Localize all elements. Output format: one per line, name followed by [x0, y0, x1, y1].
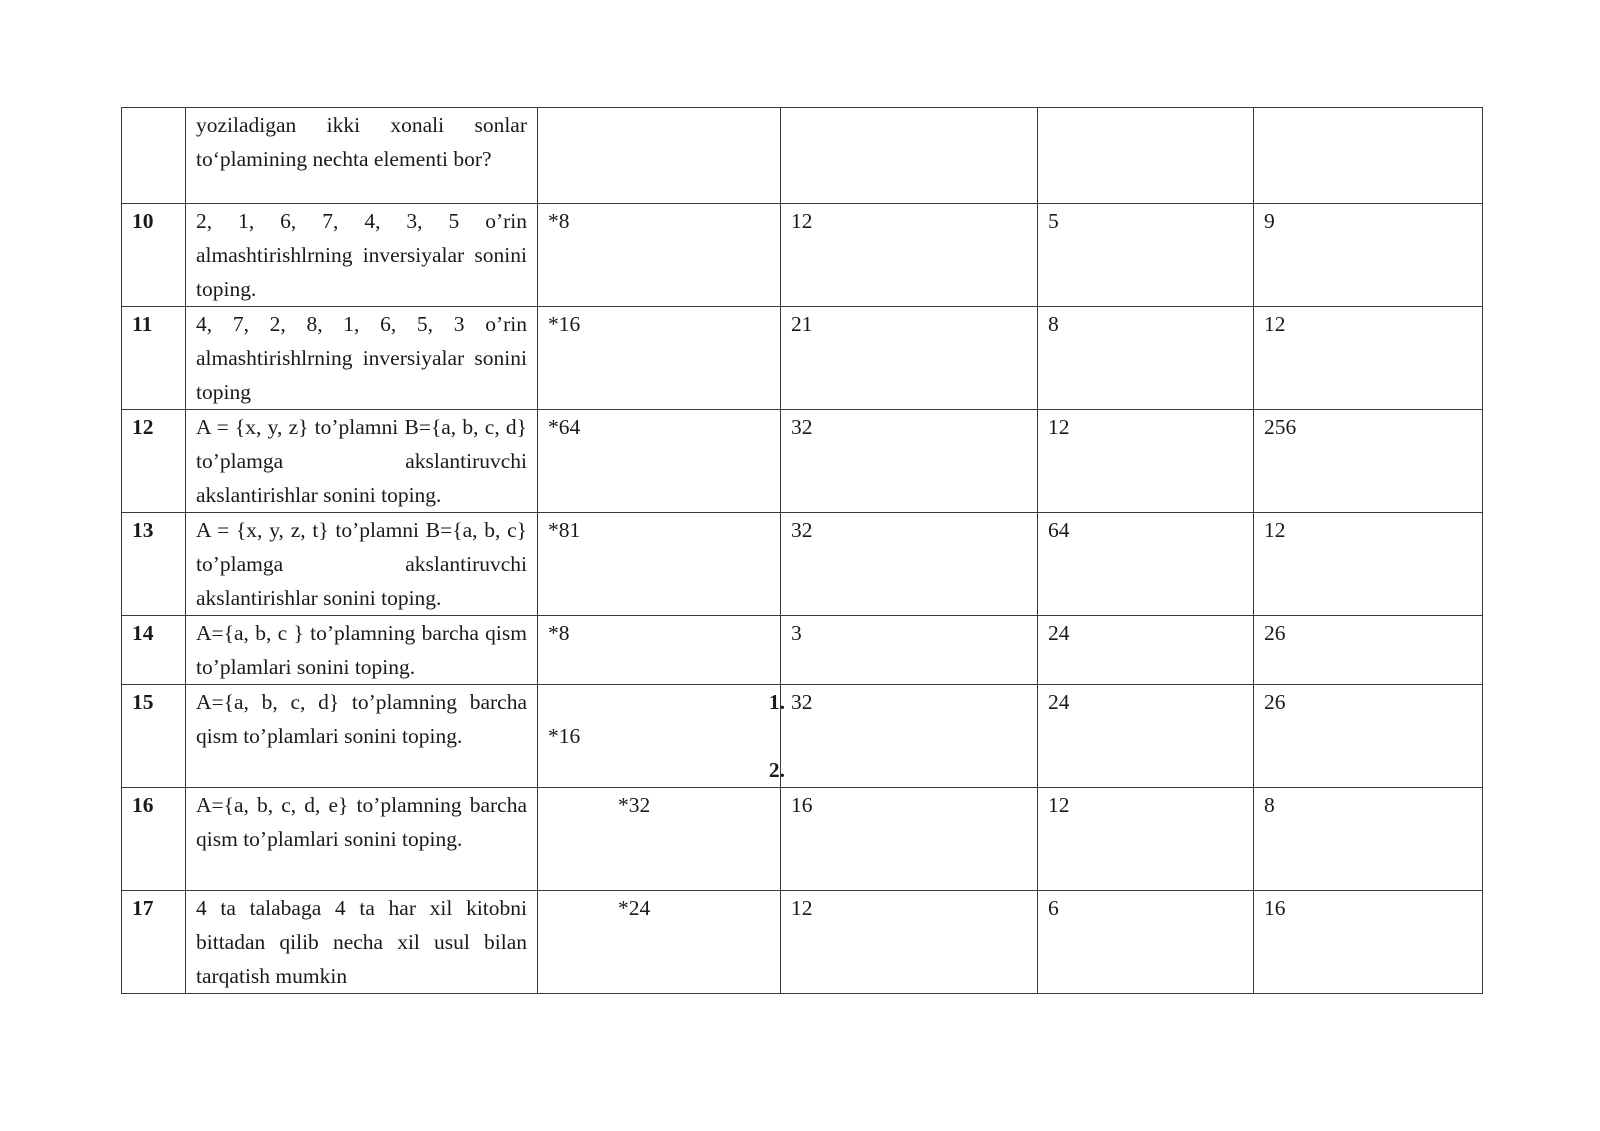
- answer-option-4: 12: [1254, 513, 1483, 616]
- table-row: [122, 685, 1483, 788]
- answer-correct: *8: [538, 616, 781, 685]
- answer-option-2: 32: [781, 685, 1038, 788]
- question-number: 15: [122, 685, 186, 788]
- answer-correct: [538, 108, 781, 204]
- answer-correct: *64: [538, 410, 781, 513]
- answer-option-4: 26: [1254, 685, 1483, 788]
- answer-correct: *32: [618, 793, 651, 817]
- answer-correct-cell: [538, 891, 781, 994]
- answer-option-3: [1038, 108, 1254, 204]
- question-text: 2, 1, 6, 7, 4, 3, 5 o’rin almashtirishlrning inversiyalar sonini toping.: [186, 204, 538, 307]
- answer-option-2: 32: [781, 513, 1038, 616]
- answer-option-2: 12: [781, 891, 1038, 994]
- answer-option-4: 26: [1254, 616, 1483, 685]
- question-text: yoziladigan ikki xonali sonlar to‘plamining nechta elementi bor?: [186, 108, 538, 204]
- question-number: 10: [122, 204, 186, 307]
- answer-option-3: 64: [1038, 513, 1254, 616]
- question-number: 14: [122, 616, 186, 685]
- answer-option-3: 12: [1038, 410, 1254, 513]
- table-row: [122, 307, 1483, 410]
- questions-table: [121, 107, 1483, 994]
- table-row: [122, 513, 1483, 616]
- table-row: [122, 410, 1483, 513]
- answer-option-3: 6: [1038, 891, 1254, 994]
- answer-option-3: 5: [1038, 204, 1254, 307]
- answer-option-2: 3: [781, 616, 1038, 685]
- question-number: 11: [122, 307, 186, 410]
- answer-correct: *24: [618, 896, 651, 920]
- table-row: [122, 616, 1483, 685]
- answer-correct: *8: [538, 204, 781, 307]
- question-text: A={a, b, c, d} to’plamning barcha qism to’plamlari sonini toping.: [186, 685, 538, 788]
- answer-option-4: 8: [1254, 788, 1483, 891]
- answer-correct: *81: [538, 513, 781, 616]
- answer-option-3: 12: [1038, 788, 1254, 891]
- answer-option-2: 12: [781, 204, 1038, 307]
- question-text: A={a, b, c } to’plamning barcha qism to’plamlari sonini toping.: [186, 616, 538, 685]
- answer-option-2: 32: [781, 410, 1038, 513]
- question-number: [122, 108, 186, 204]
- question-number: 13: [122, 513, 186, 616]
- question-text: A = {x, y, z, t} to’plamni B={a, b, c} to’plamga akslantiruvchi akslantirishlar sonini toping.: [186, 513, 538, 616]
- answer-correct-cell: [538, 788, 781, 891]
- answer-option-3: 24: [1038, 685, 1254, 788]
- question-text: A={a, b, c, d, e} to’plamning barcha qism to’plamlari sonini toping.: [186, 788, 538, 891]
- answer-option-3: 24: [1038, 616, 1254, 685]
- answer-option-4: 9: [1254, 204, 1483, 307]
- answer-option-2: 16: [781, 788, 1038, 891]
- question-text: 4, 7, 2, 8, 1, 6, 5, 3 o’rin almashtirishlrning inversiyalar sonini toping: [186, 307, 538, 410]
- answer-option-4: 256: [1254, 410, 1483, 513]
- table-row: [122, 788, 1483, 891]
- answer-option-4: [1254, 108, 1483, 204]
- table-row: [122, 204, 1483, 307]
- answer-option-2: [781, 108, 1038, 204]
- table-row: [122, 891, 1483, 994]
- list-marker-2: 2.: [768, 758, 785, 782]
- question-number: 16: [122, 788, 186, 891]
- answer-correct: *16: [548, 724, 581, 748]
- question-number: 12: [122, 410, 186, 513]
- question-text: 4 ta talabaga 4 ta har xil kitobni bittadan qilib necha xil usul bilan tarqatish mumkin: [186, 891, 538, 994]
- table-row: [122, 108, 1483, 204]
- answer-option-4: 12: [1254, 307, 1483, 410]
- question-number: 17: [122, 891, 186, 994]
- answer-option-4: 16: [1254, 891, 1483, 994]
- question-text: A = {x, y, z} to’plamni B={a, b, c, d} to’plamga akslantiruvchi akslantirishlar sonini toping.: [186, 410, 538, 513]
- answer-option-3: 8: [1038, 307, 1254, 410]
- answer-correct: *16: [538, 307, 781, 410]
- list-marker-1: 1.: [768, 690, 785, 714]
- answer-correct-cell: [538, 685, 785, 788]
- answer-option-2: 21: [781, 307, 1038, 410]
